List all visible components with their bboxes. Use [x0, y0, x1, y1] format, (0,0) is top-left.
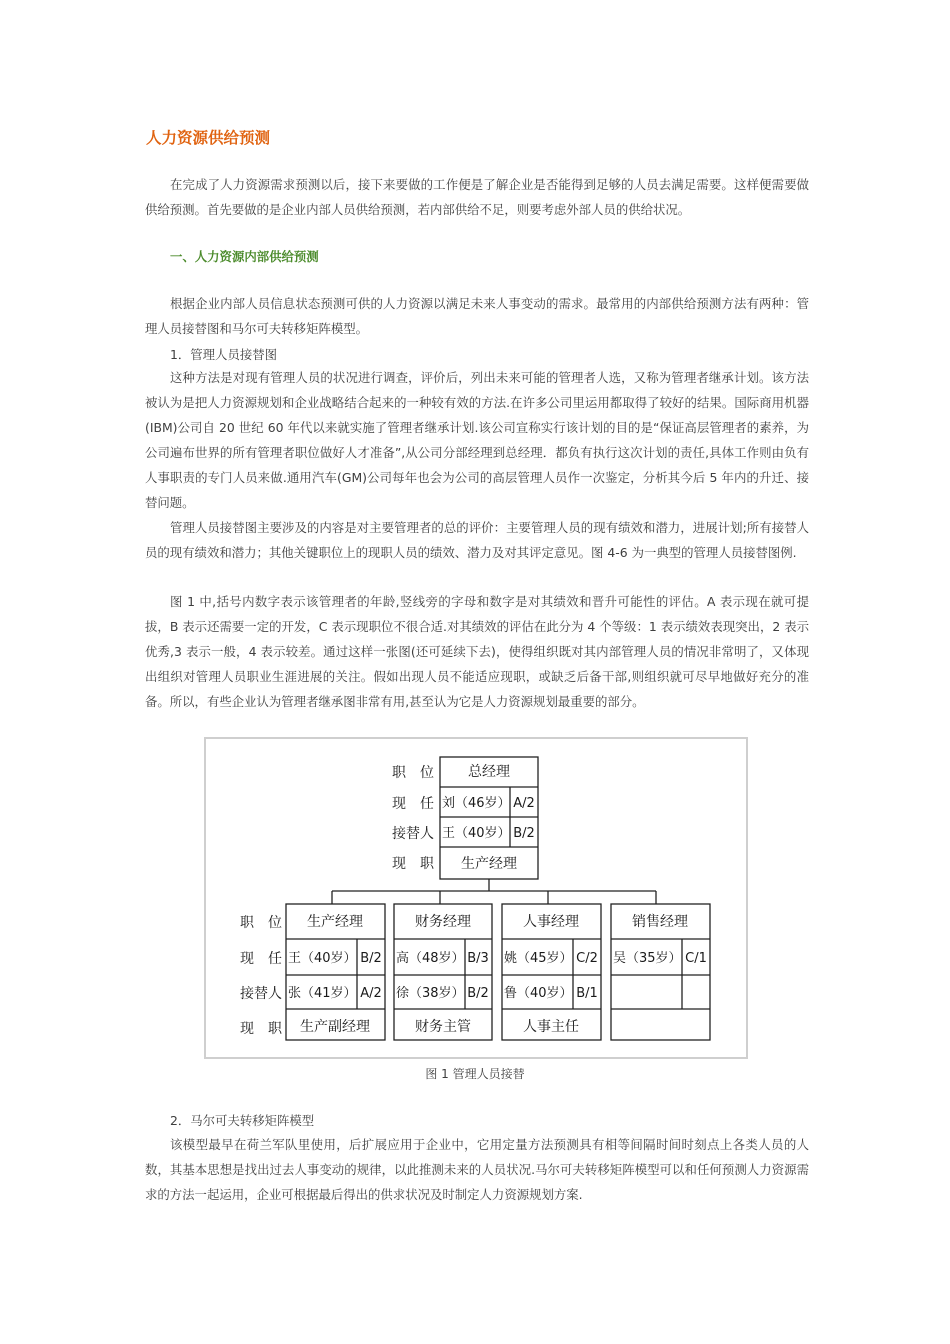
- box-current-name: 吴（35岁）: [613, 951, 682, 966]
- label-current-lower: 现 任: [240, 951, 282, 967]
- box-current-rating: B/2: [360, 951, 382, 966]
- top-current-name: 刘（46岁）: [442, 796, 511, 811]
- box-current-name: 姚（45岁）: [504, 951, 573, 966]
- top-successor-name: 王（40岁）: [442, 826, 511, 841]
- box-position: 生产经理: [307, 914, 363, 930]
- item1-heading: 1．管理人员接替图: [170, 347, 278, 362]
- box-current-rating: B/3: [467, 951, 489, 966]
- section-intro-paragraph: 根据企业内部人员信息状态预测可供的人力资源以满足未来人事变动的需求。最常用的内部供给预测方法有两种：管理人员接替图和马尔可夫转移矩阵模型。: [145, 296, 809, 336]
- label-successor-top: 接替人: [392, 826, 434, 842]
- box-successor-rating: B/1: [576, 986, 598, 1001]
- box-successor-rating: A/2: [360, 986, 382, 1001]
- item1-paragraph-1: 这种方法是对现有管理人员的状况进行调查，评价后，列出未来可能的管理者人选，又称为管理者继承计划。该方法被认为是把人力资源规划和企业战略结合起来的一种较有效的方法.在许多公司里运用都取得了较好的结果。国际商用机器(IBM)公司自 20 世纪 60 年代以来就实施了管理者继承计划.该公司宣称实行该计划的目的是“保证高层管理者的素养，为公司遍布世界的所有管理者职位做好人才准备”,从公司分部经理到总经理．都负有执行这次计划的责任,具体工作则由负有人事职责的专门人员来做.通用汽车(GM)公司每年也会为公司的高层管理人员作一次鉴定，分析其今后 5 年内的升迁、接替问题。: [145, 370, 809, 510]
- item1-paragraph-2: 管理人员接替图主要涉及的内容是对主要管理者的总的评价：主要管理人员的现有绩效和潜力，进展计划;所有接替人员的现有绩效和潜力；其他关键职位上的现职人员的绩效、潜力及对其评定意见。图 4-6 为一典型的管理人员接替图例.: [145, 520, 809, 560]
- box-current-name: 高（48岁）: [396, 951, 465, 966]
- box-current-name: 王（40岁）: [288, 951, 357, 966]
- box-position: 财务经理: [415, 914, 471, 930]
- box-current-post: 生产副经理: [300, 1019, 370, 1035]
- intro-paragraph: 在完成了人力资源需求预测以后，接下来要做的工作便是了解企业是否能得到足够的人员去满足需要。这样便需要做供给预测。首先要做的是企业内部人员供给预测，若内部供给不足，则要考虑外部人员的供给状况。: [145, 177, 809, 217]
- label-current-post-top: 现 职: [392, 856, 434, 872]
- top-successor-rating: B/2: [513, 826, 535, 841]
- box-current-post: 人事主任: [523, 1019, 579, 1035]
- box-position: 人事经理: [523, 914, 579, 930]
- box-position: 销售经理: [632, 914, 688, 930]
- section-heading: 一、人力资源内部供给预测: [170, 249, 319, 264]
- box-successor-rating: B/2: [467, 986, 489, 1001]
- box-current-rating: C/1: [685, 951, 707, 966]
- label-current-top: 现 任: [392, 796, 434, 812]
- item2-paragraph-1: 该模型最早在荷兰军队里使用，后扩展应用于企业中，它用定量方法预测具有相等间隔时间时刻点上各类人员的人数，其基本思想是找出过去人事变动的规律，以此推测未来的人员状况.马尔可夫转移矩阵模型可以和任何预测人力资源需求的方法一起运用，企业可根据最后得出的供求状况及时制定人力资源规划方案.: [145, 1137, 809, 1202]
- succession-chart: [206, 739, 746, 1057]
- box-current-post: 财务主管: [415, 1019, 471, 1035]
- label-position-lower: 职 位: [240, 915, 282, 931]
- item2-heading: 2．马尔可夫转移矩阵模型: [170, 1113, 315, 1128]
- succession-chart-figure: [204, 737, 748, 1059]
- figure-caption: 图 1 管理人员接替: [425, 1067, 525, 1081]
- label-position-top: 职 位: [392, 765, 434, 781]
- top-current-post: 生产经理: [461, 856, 517, 872]
- box-current-rating: C/2: [576, 951, 598, 966]
- label-successor-lower: 接替人: [240, 986, 282, 1002]
- top-position: 总经理: [468, 764, 510, 780]
- top-current-rating: A/2: [513, 796, 535, 811]
- box-successor-name: 徐（38岁）: [396, 986, 465, 1001]
- box-successor-name: 张（41岁）: [288, 986, 357, 1001]
- box-successor-name: 鲁（40岁）: [504, 986, 573, 1001]
- page-title: 人力资源供给预测: [146, 129, 271, 147]
- item1-paragraph-3: 图 1 中,括号内数字表示该管理者的年龄,竖线旁的字母和数字是对其绩效和晋升可能性的评估。A 表示现在就可提拔，B 表示还需要一定的开发，C 表示现职位不很合适.对其绩效的评估在此分为 4 个等级：1 表示绩效表现突出，2 表示优秀,3 表示一般，4 表示较差。通过这样一张图(还可延续下去)，使得组织既对其内部管理人员的情况非常明了，又体现出组织对管理人员职业生涯进展的关注。假如出现人员不能适应现职，或缺乏后备干部,则组织就可尽早地做好充分的准备。所以，有些企业认为管理者继承图非常有用,甚至认为它是人力资源规划最重要的部分。: [145, 594, 809, 709]
- label-current-post-lower: 现 职: [240, 1021, 282, 1037]
